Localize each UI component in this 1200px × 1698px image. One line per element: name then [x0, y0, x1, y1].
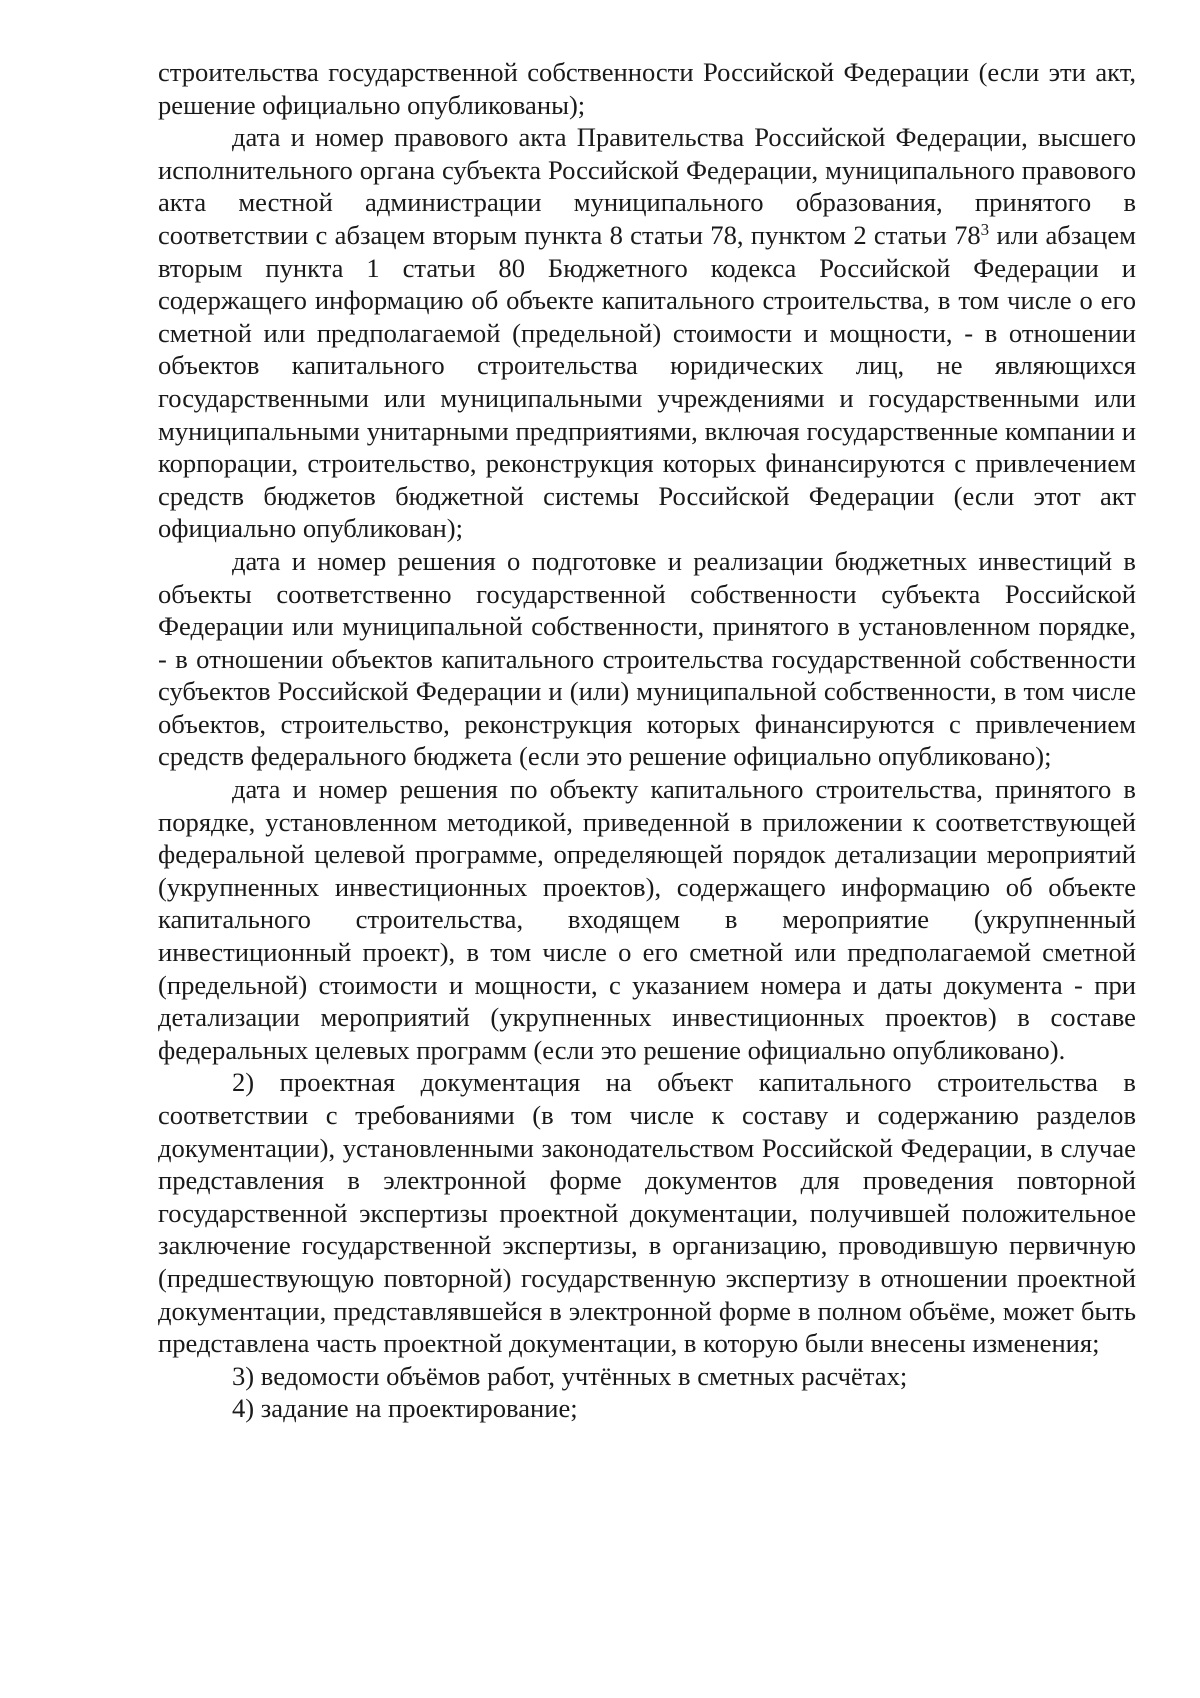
paragraph-item-3: 3) ведомости объёмов работ, учтённых в сметных расчётах; — [232, 1360, 908, 1391]
paragraph-budget-investments: дата и номер решения о подготовке и реализации бюджетных инвестиций в объекты соответственно государственной собственности субъекта Российской Федерации или муниципальной собственности, принятого в установленном порядке, - в отношении объектов капитального строительства государственной собственности субъектов Российской Федерации и (или) муниципальной собственности, в том числе объектов, строительство, реконструкция которых финансируются с привлечением средств федерального бюджета (если это решение официально опубликовано); — [158, 545, 1136, 772]
paragraph-continuation: строительства государственной собственности Российской Федерации (если эти акт, решение официально опубликованы); — [158, 57, 1136, 120]
paragraph-legal-act — [158, 121, 1136, 545]
paragraph-item-4: 4) задание на проектирование; — [232, 1393, 578, 1424]
paragraph-legal-act-text-after: или абзацем вторым пункта 1 статьи 80 Бюджетного кодекса Российской Федерации и содержащего информацию об объекте капитального строительства, в том числе о его сметной или предполагаемой (предельной) стоимости и мощности, - в отношении объектов капитального строительства юридических лиц, не являющихся государственными или муниципальными учреждениями и государственными или муниципальными унитарными предприятиями, включая государственные компании и корпорации, строительство, реконструкция которых финансируются с привлечением средств бюджетов бюджетной системы Российской Федерации (если этот акт официально опубликован); — [158, 219, 1136, 544]
document-body — [158, 56, 1136, 1425]
paragraph-legal-act-text-before: дата и номер правового акта Правительства Российской Федерации, высшего исполнительного органа субъекта Российской Федерации, муниципального правового акта местной администрации муниципального образования, принятого в соответствии с абзацем вторым пункта 8 статьи 78, пунктом 2 статьи 78 — [158, 122, 1136, 250]
paragraph-item-2: 2) проектная документация на объект капитального строительства в соответствии с требованиями (в том числе к составу и содержанию разделов документации), установленными законодательством Российской Федерации, в случае представления в электронной форме документов для проведения повторной государственной экспертизы проектной документации, получившей положительное заключение государственной экспертизы, в организацию, проводившую первичную (предшествующую повторной) государственную экспертизу в отношении проектной документации, представлявшейся в электронной форме в полном объёме, может быть представлена часть проектной документации, в которую были внесены изменения; — [158, 1067, 1136, 1359]
paragraph-federal-program: дата и номер решения по объекту капитального строительства, принятого в порядке, установленном методикой, приведенной в приложении к соответствующей федеральной целевой программе, определяющей порядок детализации мероприятий (укрупненных инвестиционных проектов), содержащего информацию об объекте капитального строительства, входящем в мероприятие (укрупненный инвестиционный проект), в том числе о его сметной или предполагаемой сметной (предельной) стоимости и мощности, с указанием номера и даты документа - при детализации мероприятий (укрупненных инвестиционных проектов) в составе федеральных целевых программ (если это решение официально опубликовано). — [158, 774, 1136, 1065]
article-superscript: 3 — [980, 219, 990, 239]
